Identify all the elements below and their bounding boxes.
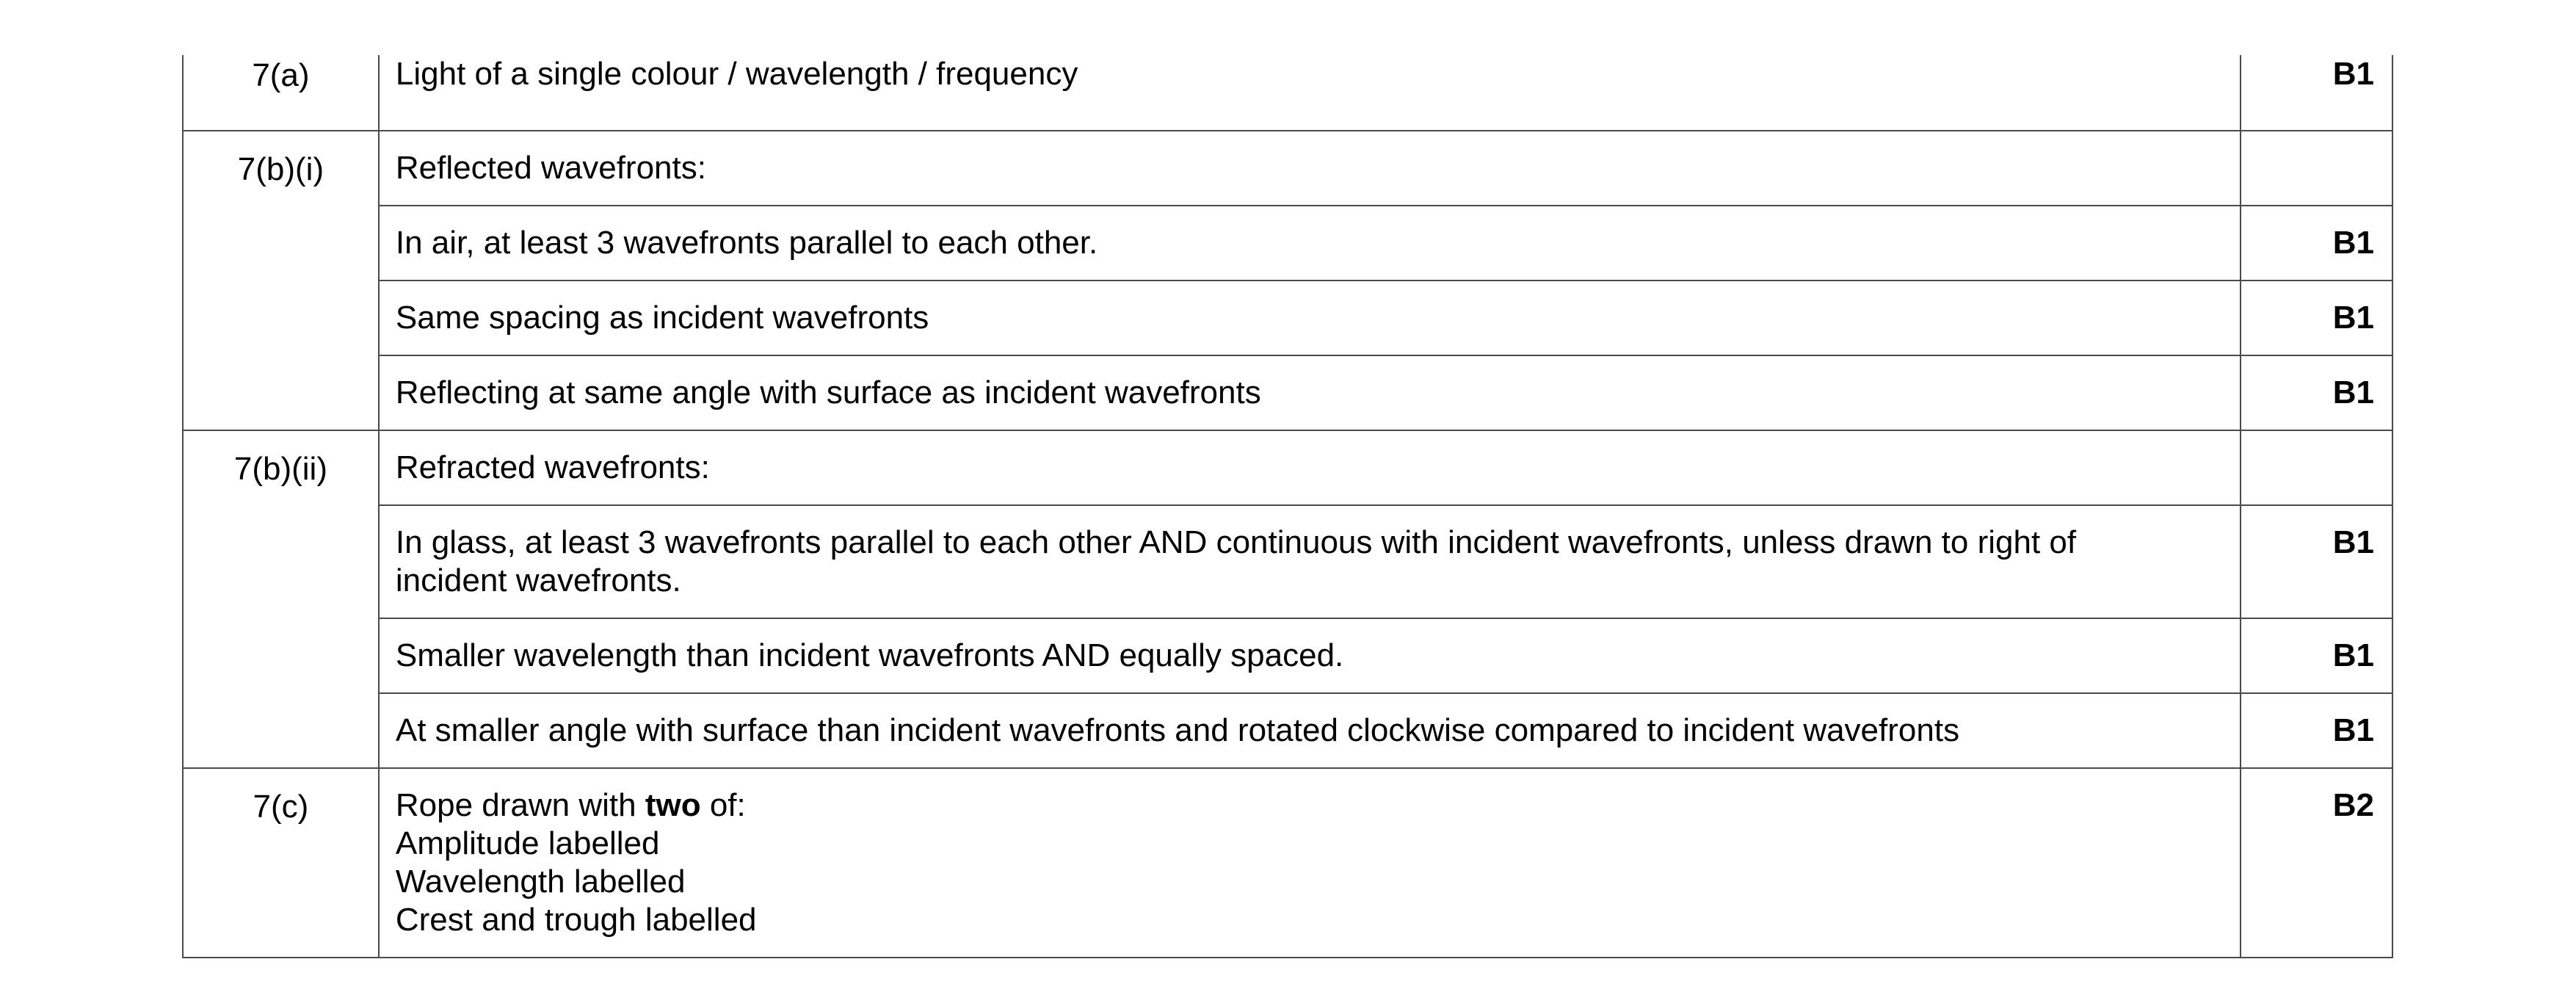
answer-text: Reflected wavefronts: — [395, 150, 706, 186]
mark-code: B1 — [2332, 637, 2374, 673]
answer-intro-line — [396, 786, 2174, 825]
answer-text: Same spacing as incident wavefronts — [395, 300, 929, 336]
answer-cell — [379, 131, 2241, 206]
answer-text: In air, at least 3 wavefronts parallel to each other. — [395, 225, 1098, 261]
mark-code: B1 — [2332, 524, 2374, 560]
mark-scheme-table — [182, 55, 2393, 958]
answer-text: Smaller wavelength than incident wavefronts AND equally spaced. — [395, 637, 1344, 673]
table-row — [183, 430, 2392, 505]
question-number: 7(b)(i) — [237, 151, 324, 187]
marks-cell — [2241, 131, 2392, 206]
answer-cell — [379, 768, 2241, 958]
question-number: 7(a) — [252, 57, 310, 93]
answer-cell — [379, 206, 2241, 281]
answer-text: At smaller angle with surface than incident wavefronts and rotated clockwise compared to incident wavefronts — [395, 712, 1960, 748]
table-row — [183, 355, 2392, 430]
question-number-cell — [183, 131, 379, 430]
marks-cell — [2241, 206, 2392, 281]
marks-cell — [2241, 768, 2392, 958]
table-row — [183, 131, 2392, 206]
mark-code: B1 — [2332, 56, 2374, 92]
answer-prefix: Rope drawn with — [395, 787, 645, 823]
answer-text: Refracted wavefronts: — [395, 449, 710, 485]
answer-emphasis: two — [645, 787, 701, 823]
answer-option: Crest and trough labelled — [395, 902, 757, 938]
marks-cell — [2241, 55, 2392, 131]
question-number: 7(c) — [253, 789, 309, 825]
question-number: 7(b)(ii) — [233, 451, 327, 487]
table-row — [183, 281, 2392, 355]
mark-code: B1 — [2332, 225, 2374, 261]
answer-cell — [379, 693, 2241, 768]
answer-cell — [379, 618, 2241, 693]
question-number-cell — [183, 430, 379, 768]
table-row — [183, 206, 2392, 281]
answer-suffix: of: — [700, 787, 746, 823]
mark-code: B2 — [2332, 787, 2374, 823]
marks-cell — [2241, 355, 2392, 430]
marks-cell — [2241, 430, 2392, 505]
answer-cell — [379, 430, 2241, 505]
table-row — [183, 505, 2392, 618]
table-row — [183, 693, 2392, 768]
mark-code: B1 — [2332, 300, 2374, 336]
answer-cell — [379, 55, 2241, 131]
answer-cell — [379, 355, 2241, 430]
marks-cell — [2241, 618, 2392, 693]
table-row — [183, 618, 2392, 693]
answer-text: Reflecting at same angle with surface as incident wavefronts — [395, 375, 1261, 410]
answer-option: Amplitude labelled — [395, 825, 660, 861]
question-number-cell — [183, 55, 379, 131]
answer-cell — [379, 505, 2241, 618]
marks-cell — [2241, 693, 2392, 768]
answer-option: Wavelength labelled — [395, 864, 686, 900]
question-number-cell — [183, 768, 379, 958]
mark-code: B1 — [2332, 375, 2374, 410]
answer-cell — [379, 281, 2241, 355]
marks-cell — [2241, 505, 2392, 618]
marks-cell — [2241, 281, 2392, 355]
answer-text: In glass, at least 3 wavefronts parallel to each other AND continuous with incident wavefronts, unless drawn to right of incident wavefronts. — [395, 524, 2077, 598]
answer-text: Light of a single colour / wavelength / frequency — [395, 56, 1078, 92]
mark-code: B1 — [2332, 712, 2374, 748]
table-row — [183, 55, 2392, 131]
table-row — [183, 768, 2392, 958]
